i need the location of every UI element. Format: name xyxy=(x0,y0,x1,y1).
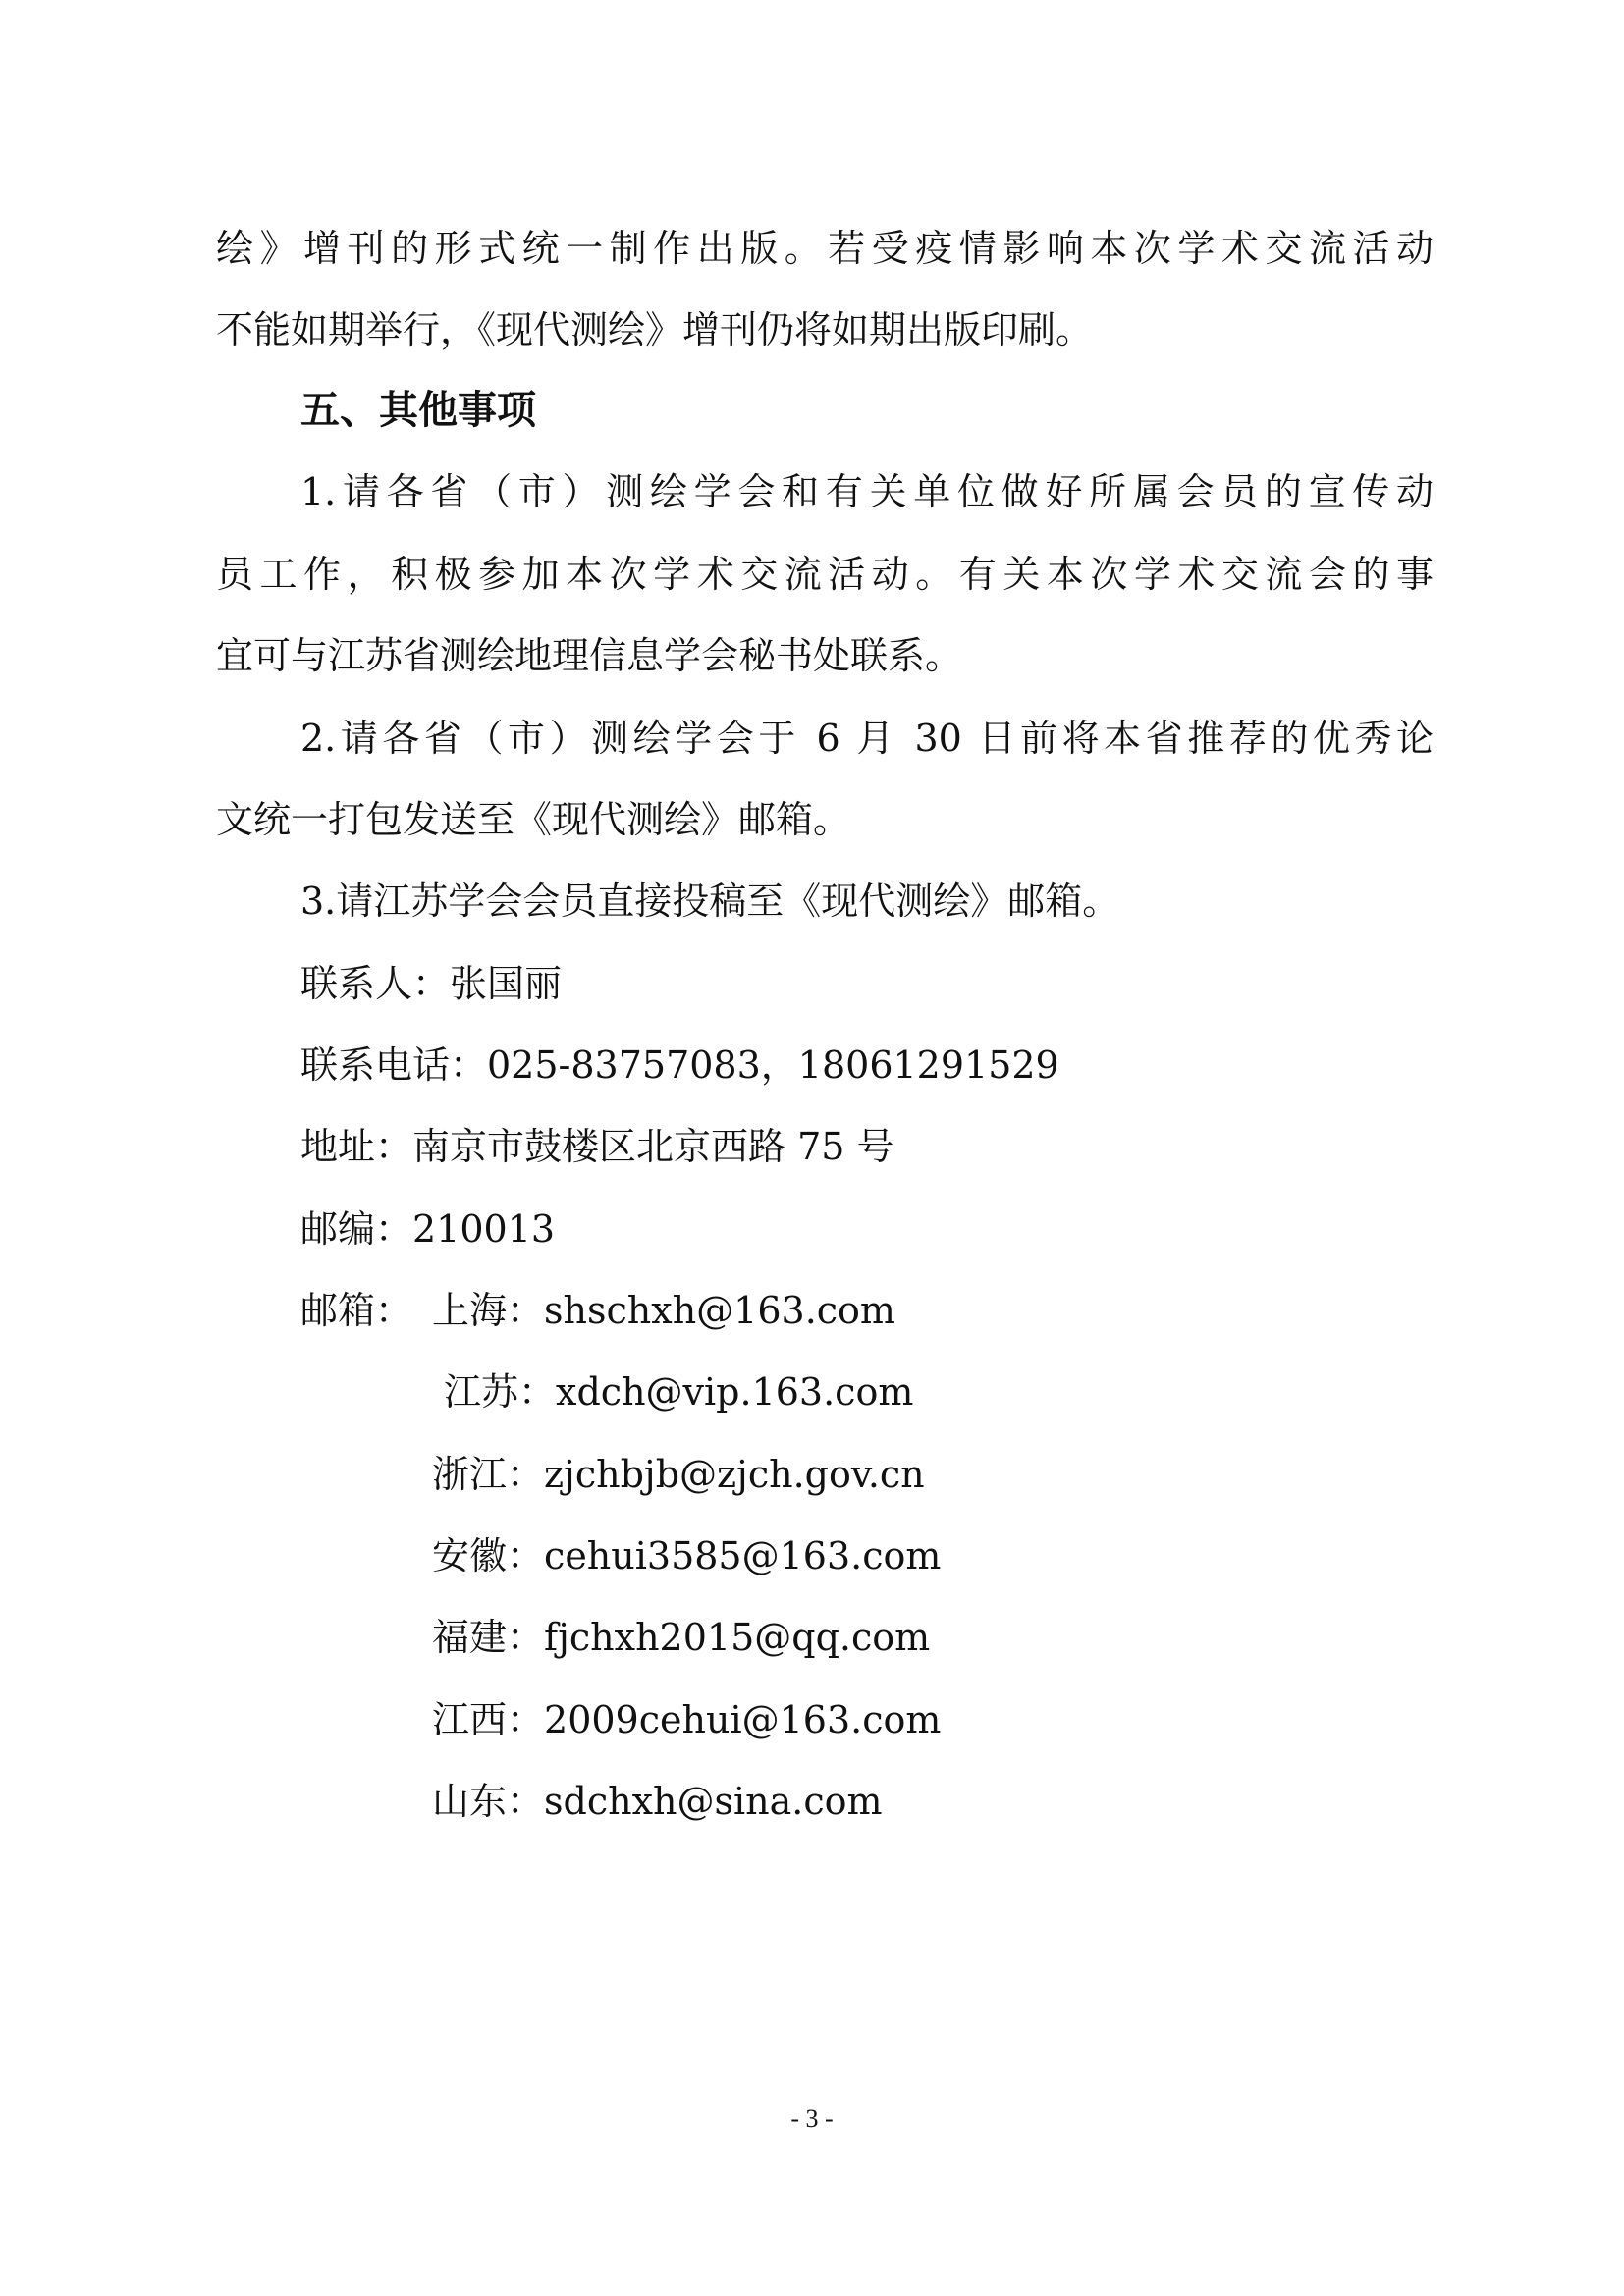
email-address: cehui3585@163.com xyxy=(544,1534,942,1577)
email-separator: ： xyxy=(507,1698,545,1741)
email-entry xyxy=(432,1777,883,1826)
email-province: 山东 xyxy=(432,1780,508,1823)
item-1-line: 宜可与江苏省测绘地理信息学会秘书处联系。 xyxy=(216,634,963,677)
email-separator: ： xyxy=(518,1370,557,1414)
section-heading: 五、其他事项 xyxy=(300,388,536,433)
email-province: 上海 xyxy=(432,1289,508,1332)
email-entry xyxy=(432,1695,941,1744)
email-separator: ： xyxy=(507,1534,545,1577)
email-separator: ： xyxy=(507,1453,545,1496)
item-3-line: 3.请江苏学会会员直接投稿至《现代测绘》邮箱。 xyxy=(300,880,1120,923)
email-address: xdch@vip.163.com xyxy=(556,1370,914,1414)
email-entry xyxy=(432,1531,941,1580)
email-province: 福建 xyxy=(432,1616,508,1659)
email-province: 浙江 xyxy=(432,1453,508,1496)
email-address: 2009cehui@163.com xyxy=(544,1698,942,1741)
email-province: 江西 xyxy=(432,1698,508,1741)
email-province: 江苏 xyxy=(444,1370,519,1414)
email-address: zjchbjb@zjch.gov.cn xyxy=(544,1453,925,1496)
email-province: 安徽 xyxy=(432,1534,508,1577)
item-2-line: 2.请各省（市）测绘学会于 6 月 30 日前将本省推荐的优秀论 xyxy=(300,717,1434,760)
item-1-line: 1.请各省（市）测绘学会和有关单位做好所属会员的宣传动 xyxy=(300,470,1434,513)
email-entry xyxy=(432,1450,925,1499)
email-address: sdchxh@sina.com xyxy=(544,1780,883,1823)
email-separator: ： xyxy=(507,1616,545,1659)
email-address: fjchxh2015@qq.com xyxy=(544,1616,931,1659)
item-2-line: 文统一打包发送至《现代测绘》邮箱。 xyxy=(216,798,851,841)
contact-phone: 联系电话：025-83757083，18061291529 xyxy=(300,1043,1059,1087)
contact-postcode: 邮编：210013 xyxy=(300,1207,556,1251)
paragraph-line: 不能如期举行，《现代测绘》增刊仍将如期出版印刷。 xyxy=(216,308,1094,351)
contact-person: 联系人：张国丽 xyxy=(300,962,563,1005)
contact-address: 地址：南京市鼓楼区北京西路 75 号 xyxy=(300,1125,894,1168)
email-separator: ： xyxy=(507,1780,545,1823)
email-entry xyxy=(432,1286,895,1335)
item-1-line: 员工作，积极参加本次学术交流活动。有关本次学术交流会的事 xyxy=(216,553,1434,596)
email-entry xyxy=(444,1367,913,1416)
email-entry xyxy=(432,1613,930,1662)
paragraph-line: 绘》增刊的形式统一制作出版。若受疫情影响本次学术交流活动 xyxy=(216,227,1434,270)
email-label: 邮箱： xyxy=(300,1289,413,1332)
email-address: shschxh@163.com xyxy=(544,1289,895,1332)
email-separator: ： xyxy=(507,1289,545,1332)
page-number: - 3 - xyxy=(790,2105,834,2133)
